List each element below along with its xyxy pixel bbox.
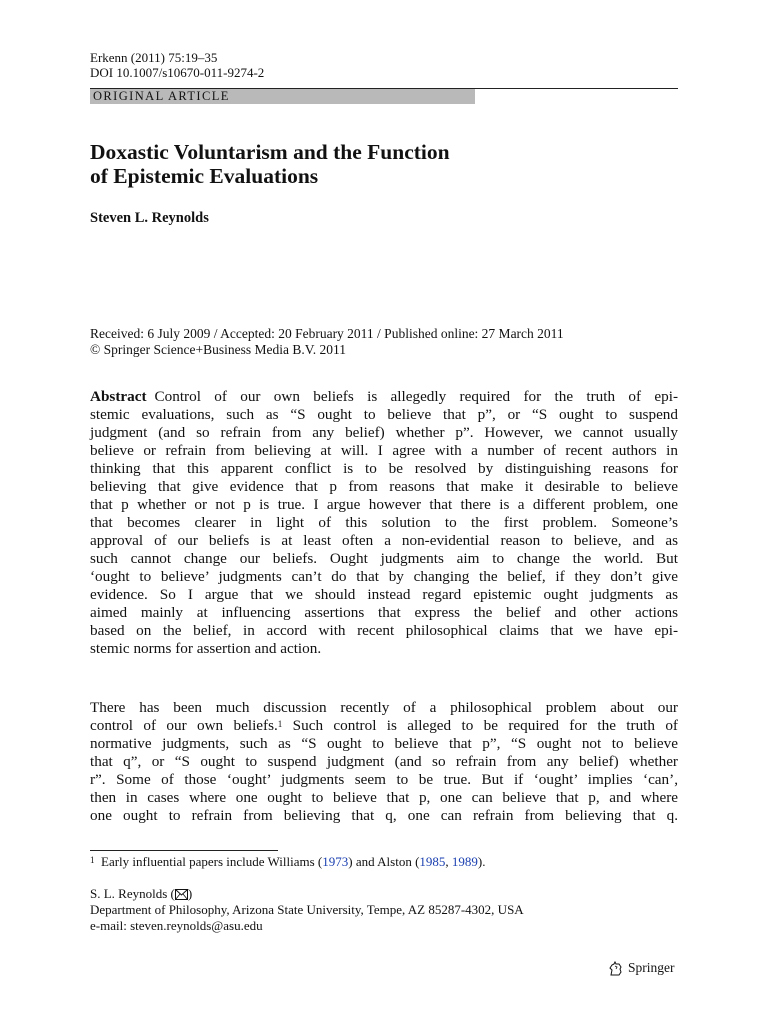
citation-link-1985[interactable]: 1985 (419, 854, 446, 869)
springer-horse-icon (608, 961, 624, 976)
affiliation: Department of Philosophy, Arizona State University, Tempe, AZ 85287-4302, USA (90, 902, 524, 917)
footnote-divider (90, 850, 278, 851)
abstract-line: approval of our beliefs is at least often a non-evidential reason to believe, and as (90, 532, 678, 549)
abstract-line: ‘ought to believe’ judgments can’t do that by changing the belief, if they don’t give (90, 568, 678, 585)
journal-reference: Erkenn (2011) 75:19–35 (90, 50, 218, 65)
body-line (90, 717, 678, 735)
title-line-2: of Epistemic Evaluations (90, 164, 319, 188)
citation-link-1973[interactable]: 1973 (322, 854, 349, 869)
footnote (90, 854, 486, 870)
abstract-line: stemic evaluations, such as “S ought to believe that p”, or “S ought to suspend (90, 406, 678, 423)
abstract (90, 388, 678, 658)
abstract-heading: Abstract (90, 388, 147, 405)
abstract-line: thinking that this apparent conflict is to be resolved by distinguishing reasons for (90, 460, 678, 477)
body-line: then in cases where one ought to believe that p, one can believe that p, and where (90, 789, 678, 806)
abstract-line: based on the belief, in accord with recent philosophical claims that we have epi- (90, 622, 678, 639)
article-type-label: ORIGINAL ARTICLE (93, 89, 230, 103)
footnote-text: Early influential papers include Williams ( (101, 854, 323, 869)
abstract-line: evidence. So I argue that we should instead regard epistemic ought judgments as (90, 586, 678, 603)
abstract-line: believing that give evidence that p from reasons that make it desirable to believe (90, 478, 678, 495)
title-line-1: Doxastic Voluntarism and the Function (90, 140, 450, 164)
footnote-number: 1 (90, 855, 95, 865)
corresponding-author-name: S. L. Reynolds ( (90, 886, 175, 901)
abstract-line (90, 388, 678, 406)
author-email[interactable]: e-mail: steven.reynolds@asu.edu (90, 918, 263, 933)
copyright-notice: © Springer Science+Business Media B.V. 2011 (90, 342, 346, 357)
footnote-text: ). (477, 854, 486, 869)
corresponding-author-paren: ) (187, 886, 193, 901)
footnote-marker[interactable]: 1 (277, 719, 283, 729)
publisher-logo (608, 960, 675, 976)
abstract-line: such cannot change our beliefs. Ought judgments aim to change the world. But (90, 550, 678, 567)
publisher-name: Springer (628, 960, 675, 975)
body-text: Such control is alleged to be required for the truth of (282, 717, 678, 734)
abstract-text: Control of our own beliefs is allegedly required for the truth of epi- (154, 388, 678, 405)
body-line: r”. Some of those ‘ought’ judgments seem to be true. But if ‘ought’ implies ‘can’, (90, 771, 678, 788)
abstract-line: that becomes clearer in light of this solution to the first problem. Someone’s (90, 514, 678, 531)
footnote-text: , (445, 854, 452, 869)
abstract-line: aimed mainly at influencing assertions that express the belief and other actions (90, 604, 678, 621)
body-line: one ought to refrain from believing that q, one can refrain from believing that q. (90, 807, 678, 824)
author-name: Steven L. Reynolds (90, 210, 209, 226)
article-title (90, 140, 450, 188)
publication-dates: Received: 6 July 2009 / Accepted: 20 February 2011 / Published online: 27 March 2011 (90, 326, 564, 341)
abstract-line: judgment (and so refrain from any belief) whether p”. However, we cannot usually (90, 424, 678, 441)
doi: DOI 10.1007/s10670-011-9274-2 (90, 65, 265, 80)
body-line: normative judgments, such as “S ought to believe that p”, “S ought not to believe (90, 735, 678, 752)
abstract-line: that p whether or not p is true. I argue however that there is a different problem, one (90, 496, 678, 513)
body-text: control of our own beliefs. (90, 717, 278, 734)
body-line: There has been much discussion recently of a philosophical problem about our (90, 699, 678, 716)
citation-link-1989[interactable]: 1989 (451, 854, 478, 869)
introduction-paragraph (90, 699, 678, 825)
abstract-line: stemic norms for assertion and action. (90, 640, 322, 657)
body-line: that q”, or “S ought to suspend judgment (and so refrain from any belief) whether (90, 753, 678, 770)
footnote-text: ) and Alston ( (348, 854, 420, 869)
abstract-line: believe or refrain from believing at will. I agree with a number of recent authors in (90, 442, 678, 459)
